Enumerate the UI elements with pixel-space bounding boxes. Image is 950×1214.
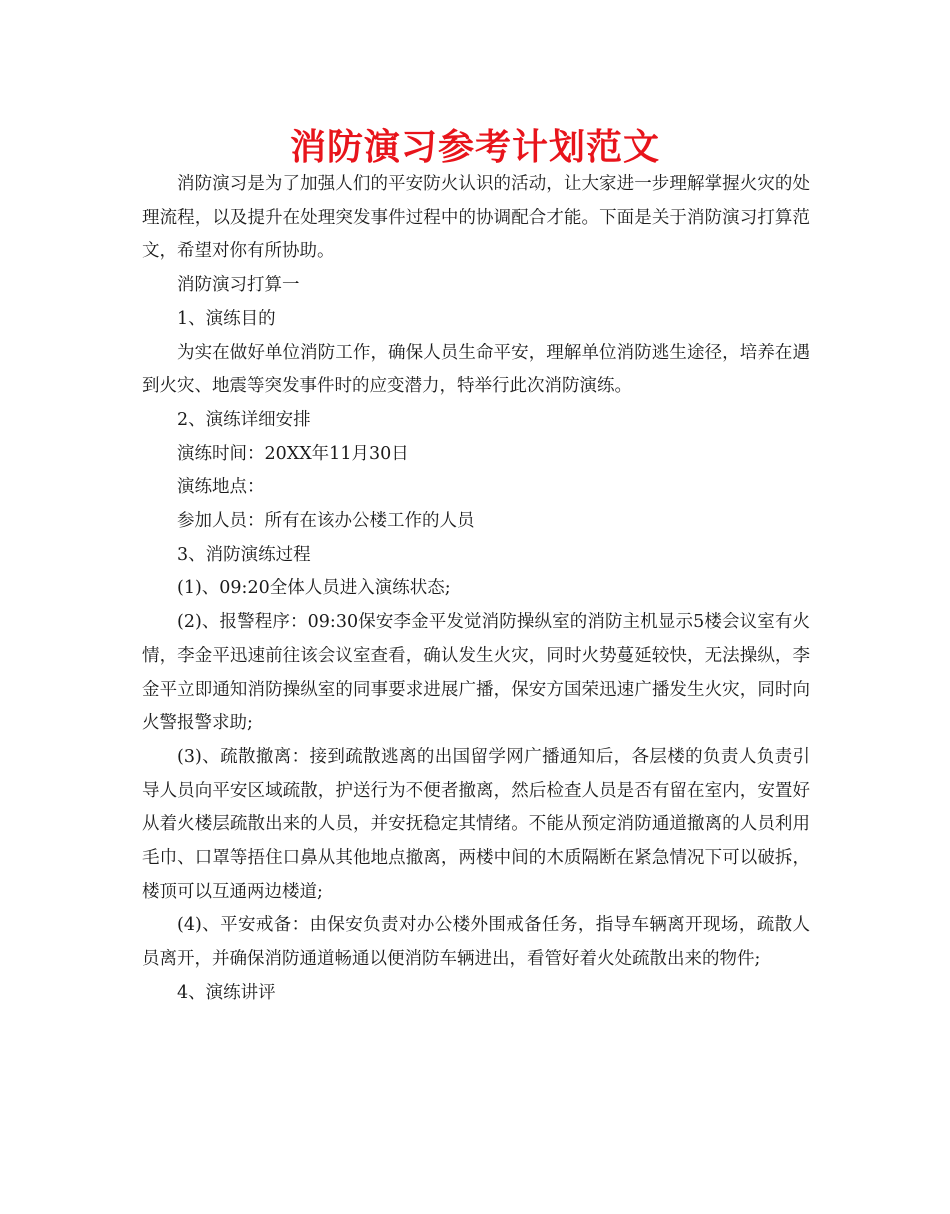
section-heading-arrangement: 2、演练详细安排 bbox=[177, 409, 311, 430]
drill-location: 演练地点： bbox=[177, 477, 265, 498]
plan-heading: 消防演习打算一 bbox=[177, 275, 300, 296]
process-step-4: (4)、平安戒备：由保安负责对办公楼外围戒备任务，指导车辆离开现场，疏散人员离开，并确保消防通道畅通以便消防车辆进出，看管好着火处疏散出来的物件; bbox=[142, 915, 810, 970]
intro-paragraph: 消防演习是为了加强人们的平安防火认识的活动，让大家进一步理解掌握火灾的处理流程，以及提升在处理突发事件过程中的协调配合才能。下面是关于消防演习打算范文，希望对你有所协助。 bbox=[142, 174, 810, 262]
drill-time: 演练时间：20XX年11月30日 bbox=[177, 443, 409, 464]
process-step-1: (1)、09:20全体人员进入演练状态; bbox=[177, 578, 451, 599]
section-heading-purpose: 1、演练目的 bbox=[177, 308, 276, 329]
process-step-2: (2)、报警程序：09:30保安李金平发觉消防操纵室的消防主机显示5楼会议室有火情，李金平迅速前往该会议室查看，确认发生火灾，同时火势蔓延较快，无法操纵，李金平立即通知消防操纵室的同事要求进展广播，保安方国荣迅速广播发生火灾，同时向火警报警求助; bbox=[142, 612, 810, 734]
section-heading-process: 3、消防演练过程 bbox=[177, 544, 311, 565]
document-title: 消防演习参考计划范文 bbox=[289, 127, 660, 168]
process-step-3: (3)、疏散撤离：接到疏散逃离的出国留学网广播通知后，各层楼的负责人负责引导人员向平安区域疏散，护送行为不便者撤离，然后检查人员是否有留在室内，安置好从着火楼层疏散出来的人员，并安抚稳定其情绪。不能从预定消防通道撤离的人员利用毛巾、口罩等捂住口鼻从其他地点撤离，两楼中间的木质隔断在紧急情况下可以破拆，楼顶可以互通两边楼道; bbox=[142, 746, 810, 902]
document-body bbox=[142, 168, 810, 1011]
section-heading-review: 4、演练讲评 bbox=[177, 982, 276, 1003]
purpose-paragraph: 为实在做好单位消防工作，确保人员生命平安，理解单位消防逃生途径，培养在遇到火灾、地震等突发事件时的应变潜力，特举行此次消防演练。 bbox=[142, 342, 810, 397]
participants: 参加人员：所有在该办公楼工作的人员 bbox=[177, 511, 475, 532]
